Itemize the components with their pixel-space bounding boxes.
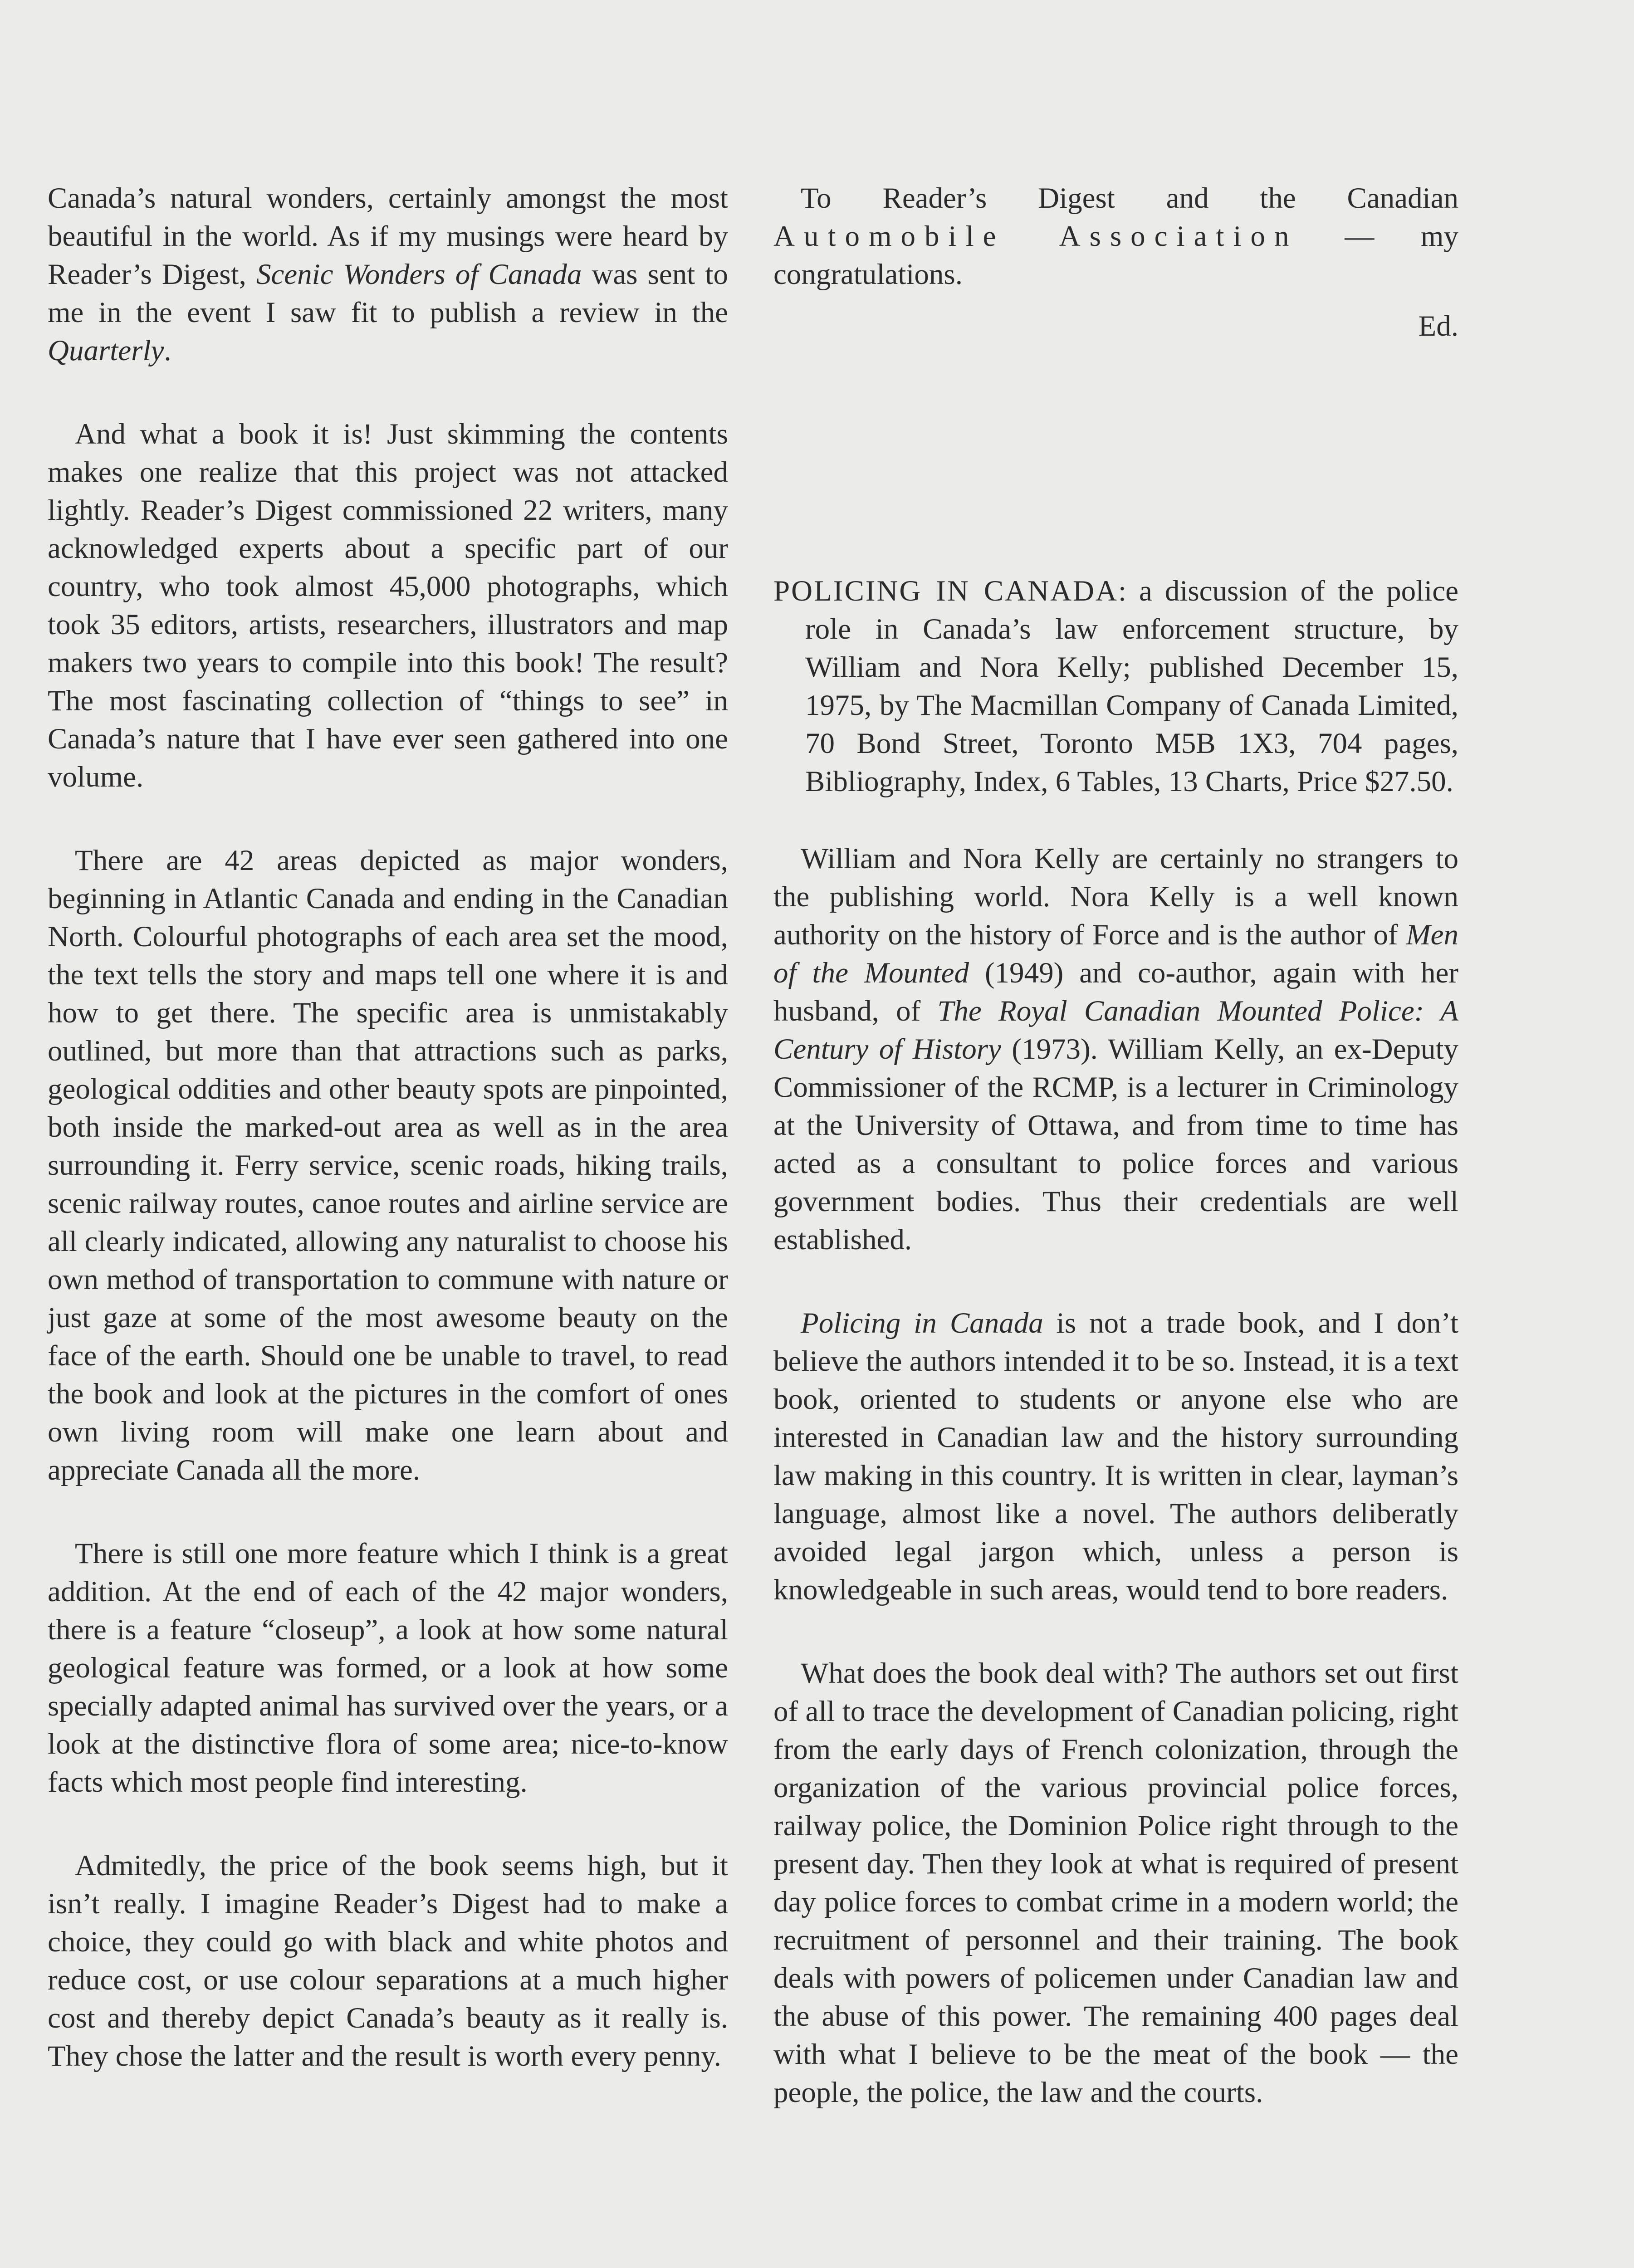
paragraph-text: . [164,334,171,367]
book-title-men-of-the-mounted: Men of the Mounted [773,919,1458,989]
book-title-rcmp-history: The Royal Canadian Mounted Police: A Century of History [773,995,1459,1066]
paragraph-text-book [773,1304,1458,1609]
paragraph-text: William and Nora Kelly are certainly no strangers to the publishing world. Nora Kelly is a well known authority on the history of Force and is the author of [773,842,1458,951]
paragraph-42-areas: There are 42 areas depicted as major wonders, beginning in Atlantic Canada and ending in the Canadian North. Colourful photographs of each area set the mood, the text tells the story and maps tell one where it is and how to get there. The specific area is unmistakably outlined, but more than that attractions such as parks, geological oddities and other beauty spots are pinpointed, both inside the marked-out area as well as in the area surrounding it. Ferry service, scenic roads, hiking trails, scenic railway routes, canoe routes and airline service are all clearly indicated, allowing any naturalist to choose his own method of transportation to commune with nature or just gaze at some of the most awesome beauty on the face of the earth. Should one be unable to travel, to read the book and look at the pictures in the comfort of ones own living room will make one learn about and appreciate Canada all the more. [48,844,728,1486]
paragraph-text: — my congratulations. [773,220,1458,291]
review-heading [773,572,1458,801]
paragraph-text: To Reader’s Digest and the Canadian [801,182,1458,215]
paragraph-text: was sent to me in the event I saw fit to publish a review in the [48,258,728,329]
paragraph-text: is not a trade book, and I don’t believe the authors intended it to be so. Instead, it is a text book, oriented to students or anyone else who are interested in Canadian law and the history surrounding law making in this country. It is written in clear, layman’s language, almost like a novel. The authors deliberatly avoided legal jargon which, unless a person is knowledgeable in such areas, would tend to bore readers. [773,1307,1458,1606]
left-column [48,179,728,2121]
right-column [773,179,1458,2157]
paragraph-kelly-authors [773,840,1458,1259]
paragraph-what-a-book: And what a book it is! Just skimming the contents makes one realize that this project was not attacked lightly. Reader’s Digest commissioned 22 writers, many acknowledged experts about a specific part of our country, who took almost 45,000 photographs, which took 35 editors, artists, researchers, illustrators and map makers two years to compile into this book! The result? The most fascinating collection of “things to see” in Canada’s nature that I have ever seen gathered into one volume. [48,418,728,793]
paragraph-canada-wonders [48,179,728,370]
paragraph-price: Admitedly, the price of the book seems high, but it isn’t really. I imagine Reader’s Digest had to make a choice, they could go with black and white photos and reduce cost, or use colour separations at a much higher cost and thereby depict Canada’s beauty as it really is. They chose the latter and the result is worth every penny. [48,1849,728,2072]
journal-title-quarterly: Quarterly [48,334,164,367]
paragraph-congratulations [773,179,1458,293]
book-title-scenic-wonders: Scenic Wonders of Canada [256,258,582,291]
paragraph-text: (1973). William Kelly, an ex-Deputy Commissioner of the RCMP, is a lecturer in Criminology at the University of Ottawa, and from time to time has acted as a consultant to police forces and various government bodies. Thus their credentials are well established. [773,1033,1459,1256]
paragraph-text: Automobile Association [773,220,1298,253]
paragraph-text: (1949) and co-author, again with her husband, of [773,957,1458,1027]
book-title-policing-in-canada: Policing in Canada [801,1307,1043,1339]
review-book-details: : a discussion of the police role in Canada’s law enforcement structure, by William and Nora Kelly; published December 15, 1975, by The Macmillan Company of Canada Limited, 70 Bond Street, Toronto M5B 1X3, 704 pages, Bibliography, Index, 6 Tables, 13 Charts, Price $27.50. [805,575,1458,798]
paragraph-book-contents: What does the book deal with? The authors set out first of all to trace the development of Canadian policing, right from the early days of French colonization, through the organization of the various provincial police forces, railway police, the Dominion Police right through to the present day. Then they look at what is required of present day police forces to combat crime in a modern world; the recruitment of personnel and their training. The book deals with powers of policemen under Canadian law and the abuse of this power. The remaining 400 pages deal with what I believe to be the meat of the book — the people, the police, the law and the courts. [773,1657,1458,2109]
editor-signoff: Ed. [1418,310,1458,342]
paragraph-closeup-feature: There is still one more feature which I think is a great addition. At the end of each of the 42 major wonders, there is a feature “closeup”, a look at how some natural geological feature was formed, or a look at how some specially adapted animal has survived over the years, or a look at the distinctive flora of some area; nice-to-know facts which most people find interesting. [48,1537,728,1799]
review-book-title: POLICING IN CANADA [773,575,1118,607]
paragraph-text: Canada’s natural wonders, certainly amongst the most beautiful in the world. As if my musings were heard by Reader’s Digest, [48,182,728,291]
